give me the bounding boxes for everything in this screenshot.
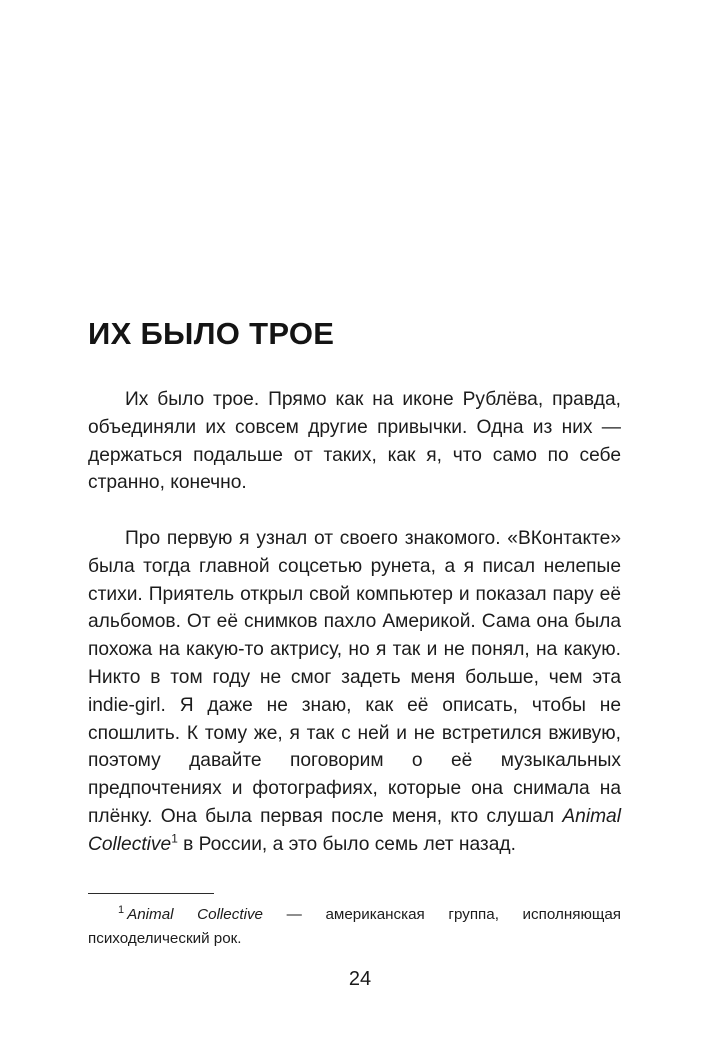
footnote-text [88, 903, 621, 950]
footnote-area [88, 893, 621, 950]
page-title: ИХ БЫЛО ТРОЕ [88, 316, 335, 351]
paragraph-first: Их было трое. Прямо как на иконе Рублёва, правда, объединяли их совсем другие привычки. Одна из них — держаться подальше от таких, как я, что само по себе странно, конечно. [88, 389, 621, 494]
paragraph-second [88, 525, 621, 859]
footnote-description: — американская группа, исполняющая психоделический рок. [88, 906, 622, 947]
footnote-separator-rule [88, 893, 214, 894]
paragraph-second-lead: Про первую я узнал от своего знакомого. «ВКонтакте» была тогда главной соцсетью рунета, а я писал нелепые стихи. Приятель открыл свой компьютер и показал пару её альбомов. От её снимков пахло Америкой. Сама она была похожа на какую-то актрису, но я так и не понял, на какую. Никто в том году не смог задеть меня больше, чем эта indie-girl. Я даже не знаю, как её описать, чтобы не спошлить. К тому же, я так с ней и не встретился вживую, поэтому давайте поговорим о её музыкальных предпочтениях и фотографиях, которые она снимала на плёнку. Она была первая после меня, кто слушал [88, 527, 621, 827]
paragraph-second-tail: в России, а это было семь лет назад. [177, 833, 516, 855]
footnote-reference[interactable]: 1 [171, 831, 178, 846]
band-name-inline: Animal Collective [88, 805, 621, 855]
page-number: 24 [348, 968, 372, 990]
footnote-marker: 1 [118, 903, 125, 916]
body-text-block [88, 386, 621, 859]
footnote-band-name: Animal Collective [127, 906, 263, 923]
